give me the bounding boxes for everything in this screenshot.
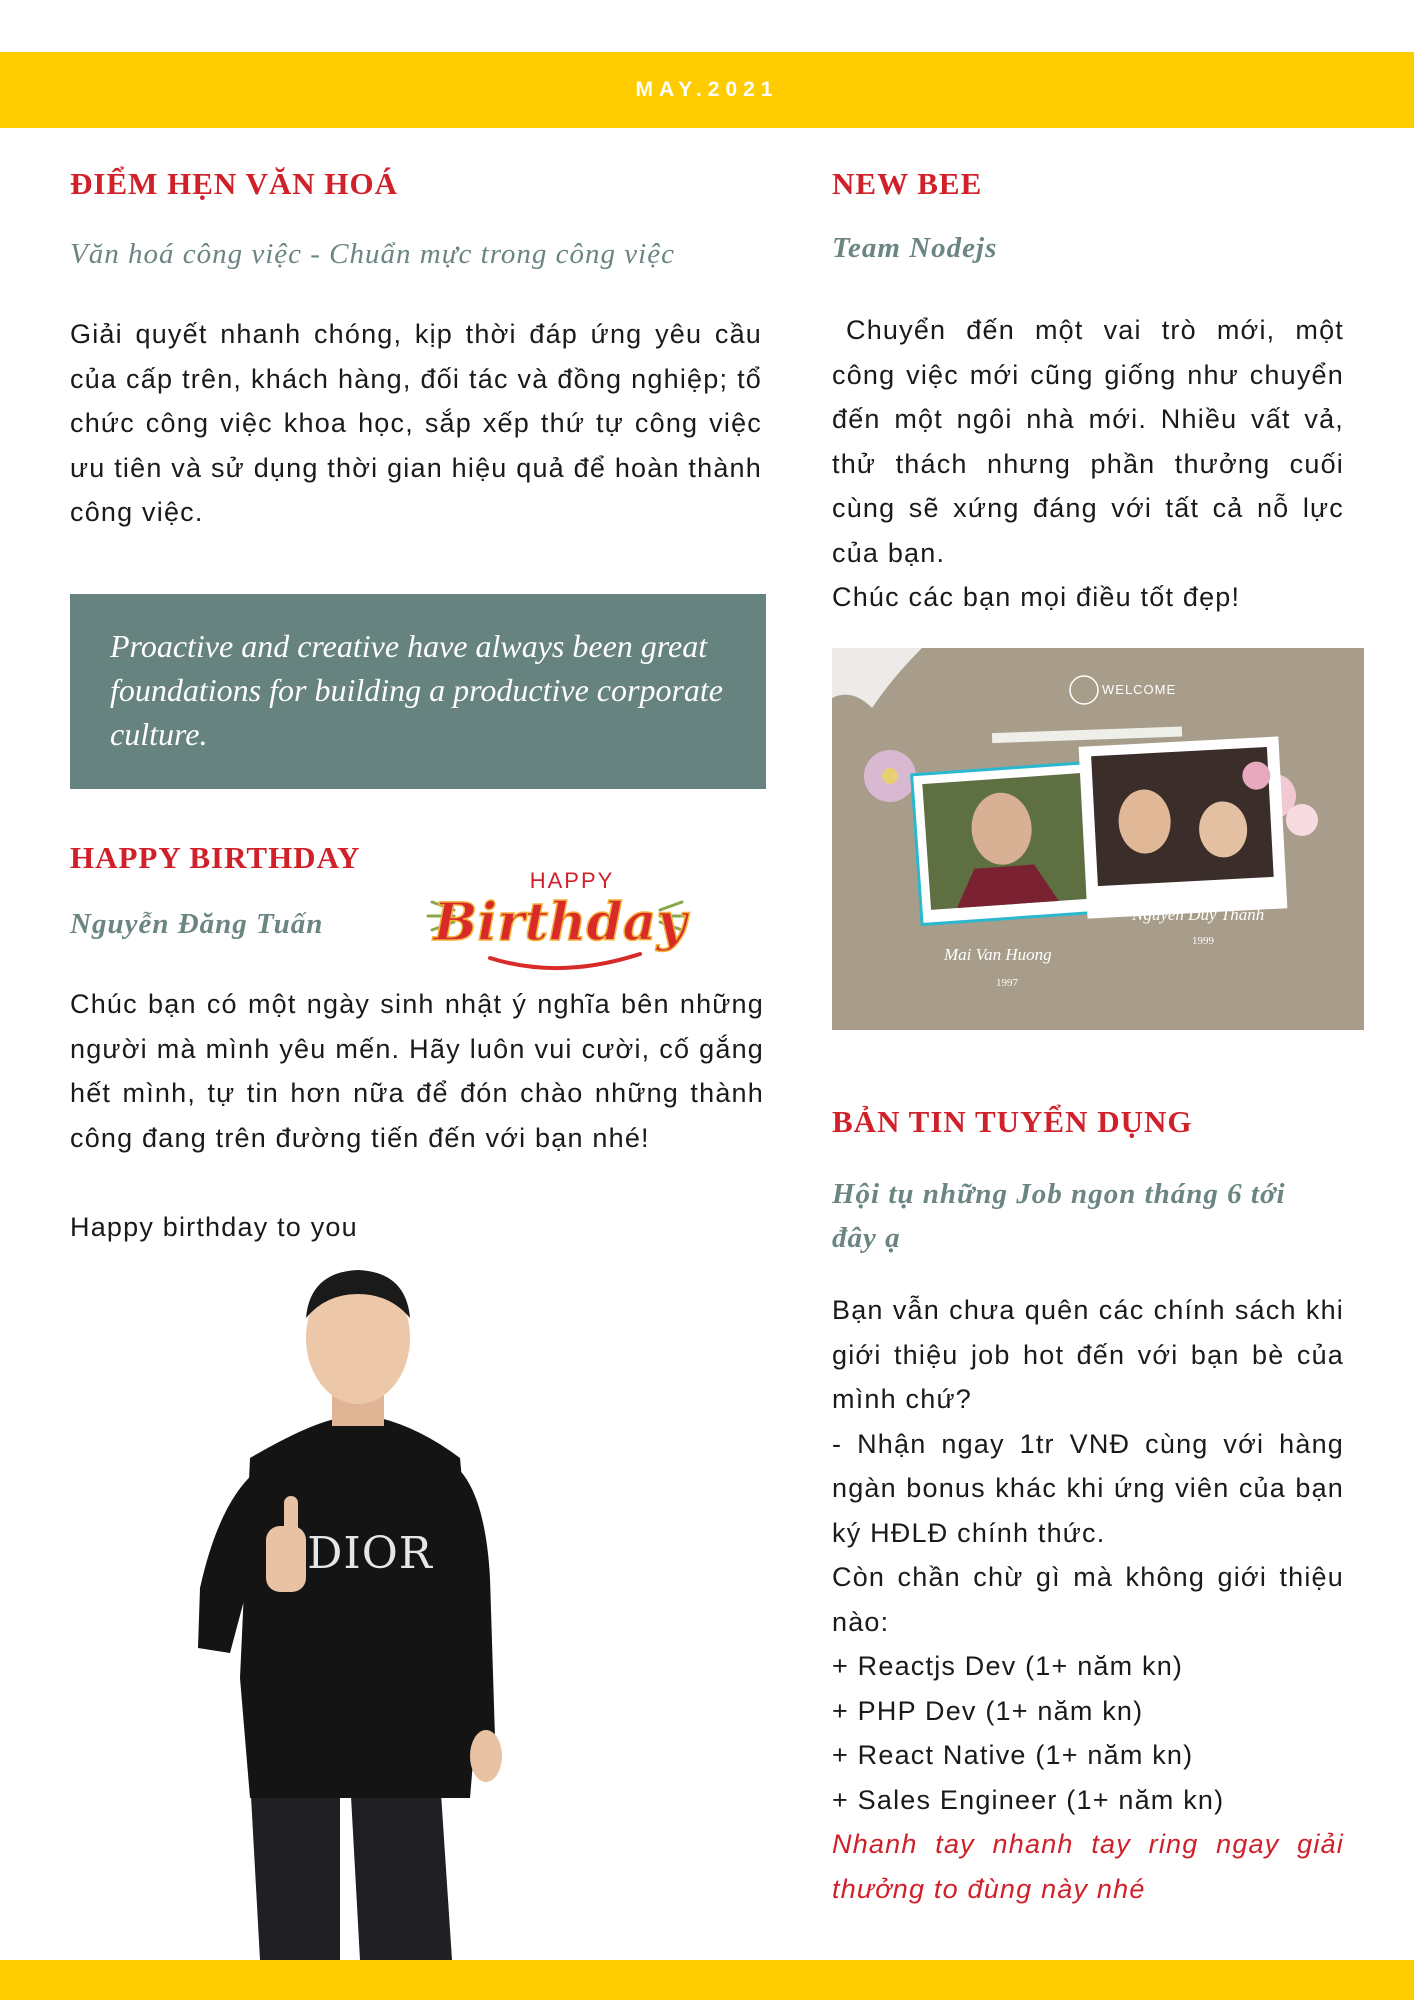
logo-happy-text: HAPPY <box>529 868 615 893</box>
welcome-newbee-photo <box>832 648 1364 1030</box>
newbee-body: Chuyển đến một vai trò mới, một công việc mới cũng giống như chuyển đến một ngôi nhà mới. Nhiều vất vả, thử thách nhưng phần thưởng cuối cùng sẽ xứng đáng với tất cả nỗ lực của bạn. <box>832 315 1344 568</box>
recruit-cta: Nhanh tay nhanh tay ring ngay giải thưởng to đùng này nhé <box>832 1829 1344 1904</box>
recruit-subtitle-line-1: Hội tụ những Job ngon tháng 6 tới <box>832 1178 1286 1210</box>
newbee-subtitle: Team Nodejs <box>832 232 998 264</box>
job-item: + Reactjs Dev (1+ năm kn) <box>832 1651 1184 1681</box>
culture-quote-box <box>70 594 766 789</box>
culture-subtitle: Văn hoá công việc - Chuẩn mực trong công việc <box>70 238 675 270</box>
shirt-logo-text: DIOR <box>307 1528 433 1579</box>
happy-birthday-logo <box>420 858 692 988</box>
job-item: + Sales Engineer (1+ năm kn) <box>832 1784 1225 1815</box>
member-name-2: Nguyen Duy Thanh <box>1132 905 1265 924</box>
header-bar <box>0 52 1414 128</box>
issue-date: MAY.2021 <box>635 78 779 101</box>
logo-birthday-text: Birthday <box>433 892 687 953</box>
footer-bar <box>0 1960 1414 2000</box>
recruit-bonus: - Nhận ngay 1tr VNĐ cùng với hàng ngàn bonus khác khi ứng viên của bạn ký HĐLĐ chính thức. <box>832 1428 1344 1548</box>
recruit-ask: Còn chần chừ gì mà không giới thiệu nào: <box>832 1562 1344 1637</box>
birthday-title: HAPPY BIRTHDAY <box>70 840 361 875</box>
welcome-text: WELCOME <box>1102 682 1177 697</box>
culture-quote: Proactive and creative have always been great foundations for building a productive corporate culture. <box>110 628 723 752</box>
birthday-closing: Happy birthday to you <box>70 1212 358 1242</box>
newbee-closing: Chúc các bạn mọi điều tốt đẹp! <box>832 582 1241 612</box>
recruit-title: BẢN TIN TUYỂN DỤNG <box>832 1104 1193 1139</box>
recruit-body <box>832 1288 1344 1911</box>
member-name-1: Mai Van Huong <box>944 945 1052 964</box>
member-year-2: 1999 <box>1192 935 1214 947</box>
birthday-name: Nguyễn Đăng Tuấn <box>70 908 324 940</box>
job-item: + PHP Dev (1+ năm kn) <box>832 1695 1144 1726</box>
culture-title: ĐIỂM HẸN VĂN HOÁ <box>70 166 399 201</box>
newbee-title: NEW BEE <box>832 166 983 201</box>
recruit-subtitle-line-2: đây ạ <box>832 1222 901 1254</box>
recruit-intro: Bạn vẫn chưa quên các chính sách khi giới thiệu job hot đến với bạn bè của mình chứ? <box>832 1295 1344 1414</box>
member-year-1: 1997 <box>996 977 1018 989</box>
culture-body: Giải quyết nhanh chóng, kịp thời đáp ứng yêu cầu của cấp trên, khách hàng, đối tác và đồng nghiệp; tổ chức công việc khoa học, sắp xếp thứ tự công việc ưu tiên và sử dụng thời gian hiệu quả để hoàn thành công việc. <box>70 319 762 527</box>
birthday-body: Chúc bạn có một ngày sinh nhật ý nghĩa bên những người mà mình yêu mến. Hãy luôn vui cười, cố gắng hết mình, tự tin hơn nữa để đón chào những thành công đang trên đường tiến đến với bạn nhé! <box>70 989 764 1153</box>
birthday-person-photo <box>190 1258 530 1960</box>
job-item: + React Native (1+ năm kn) <box>832 1740 1194 1770</box>
recruit-subtitle <box>832 1172 1286 1260</box>
